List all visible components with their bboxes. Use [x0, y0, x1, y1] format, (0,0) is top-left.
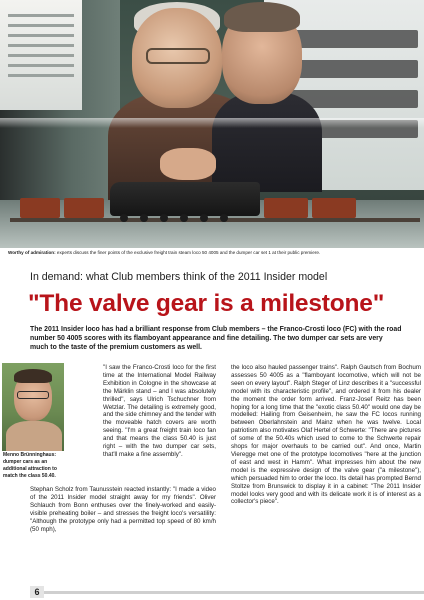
article-column-middle: "I saw the Franco-Crosti loco for the first time at the International Model Railway Exhibition in Cologne in the showcase at the Märklin stand – and I was absolutely thrilled", says Ulrich Tschuchner from Wetzlar. The detailing is extremely good, and the side chimney and the tender with the moveable hatch covers are worth seeing. "I'm a great freight train loco fan and that means the class 50.40 is just right – with the two dumper car sets, that'll make a fine assembly". [103, 364, 216, 458]
photo-dumper-car [20, 198, 60, 218]
photo-caption-text: experts discuss the finer points of the exclusive freight train steam loco 50 4005 and the dumper car set 1 at their public premiere. [56, 250, 321, 255]
photo-dumper-car [312, 198, 356, 218]
photo-steam-locomotive [110, 182, 260, 216]
photo-track [10, 218, 420, 222]
footer-rule [44, 591, 424, 594]
article-column-bottom-left: Stephan Scholz from Taunusstein reacted instantly: "I made a video of the 2011 Insider model straight away for my friends". Oliver Schlauch from Bonn enthuses over the finely-worked and easily-visible preheating boiler – and stresses the freight loco's versatility: "Although the prototype only had a permitted top speed of 80 km/h (50 mph), [30, 486, 216, 533]
portrait-photo [2, 363, 64, 451]
photo-dumper-car [264, 198, 308, 218]
photo-person-younger-man [212, 92, 322, 192]
photo-dumper-car [64, 198, 104, 218]
photo-showcase-glass [0, 118, 424, 128]
article-column-right: the loco also hauled passenger trains". Ralph Gautsch from Bochum assesses 50 4005 as a "flamboyant locomotive, which will not be seen on every layout". Ralph Steger of Linz describes it a "successful model with its characteristic profile", and ordered it from his dealer the moment the order form arrived. Franz-Josef Reitz has been hoping for a long time that the "exotic class 50.40" would one day be modelled: Hailing from Geisenheim, he saw the FC locos running between Oberlahnstein and Mainz when he was twelve. Local patriotism also motivates Olaf Hertel of Schwerte: "There are pictures of some of the 50.40s which used to come to the Schwerte repair shops for major overhauls to be carried out". And once, Martin Vieregge met one of the prototype locomotives "here at the junction of east and west in Hamm". What impresses him about the new model is the expressive design of the valve gear ("a milestone"), which persuaded him to order the loco. Its detail has prompted Bernd Stoltze from Brunswick to display it in a cabinet: "The 2011 Insider model looks very good and with its delicate work it is of interest as a collector's piece". [231, 364, 421, 506]
photo-caption-bold: Worthy of admiration: [8, 250, 56, 255]
portrait-caption: Menno Brünninghaus: dumper cars as an additional attraction to match the class 50.40. [3, 452, 57, 479]
hero-photo [0, 0, 424, 248]
article-kicker: In demand: what Club members think of the 2011 Insider model [30, 271, 328, 283]
page-number: 6 [30, 586, 44, 598]
article-headline: "The valve gear is a milestone" [28, 290, 385, 317]
photo-info-poster [0, 0, 82, 110]
photo-caption [8, 250, 420, 256]
article-lead: The 2011 Insider loco has had a brilliant response from Club members – the Franco-Crosti loco (FC) with the road number 50 4005 scores with its flamboyant appearance and fine detailing. The two dumper car sets are very much to the taste of the premium customers as well. [30, 326, 402, 352]
